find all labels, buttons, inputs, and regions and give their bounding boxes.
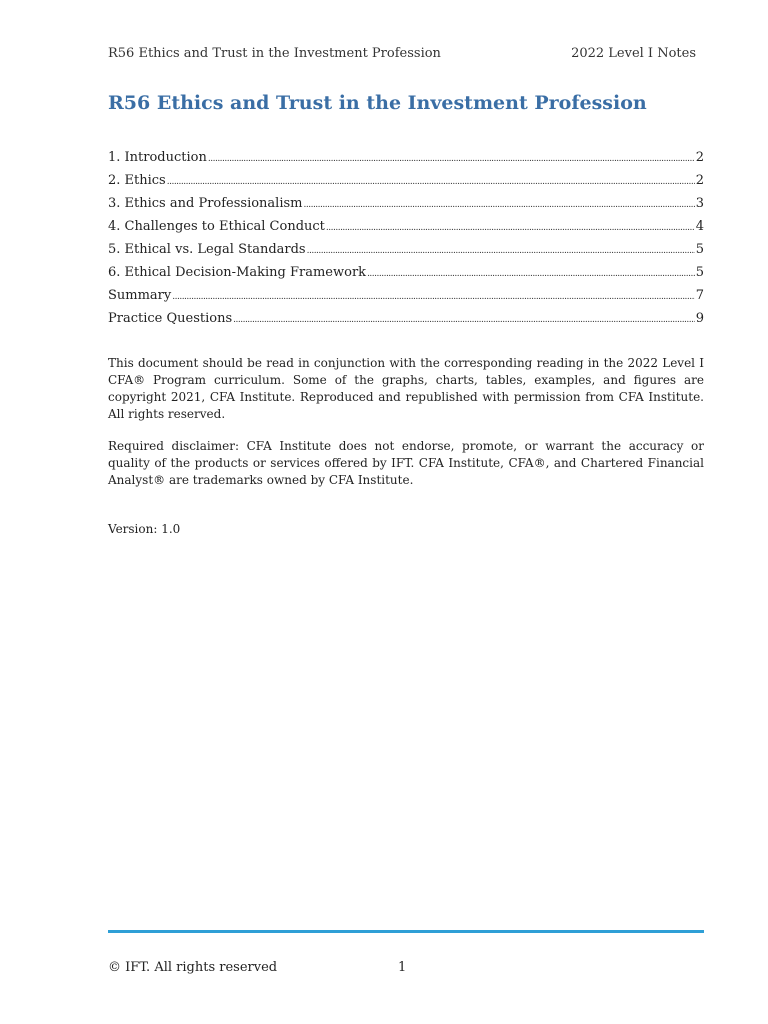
toc-entry-page: 3 <box>695 196 704 211</box>
toc-dot-leader <box>307 246 695 256</box>
toc-dot-leader <box>233 315 695 325</box>
toc-entry-label: 5. Ethical vs. Legal Standards <box>108 242 306 257</box>
toc-entry-label: 4. Challenges to Ethical Conduct <box>108 219 325 234</box>
toc-entry-label: 2. Ethics <box>108 173 166 188</box>
toc-dot-leader <box>208 154 695 164</box>
toc-entry-page: 5 <box>695 242 704 257</box>
toc-entry-ethics[interactable] <box>108 173 704 196</box>
toc-entry-page: 7 <box>695 288 704 303</box>
header-left-text: R56 Ethics and Trust in the Investment Profession <box>108 46 441 61</box>
footer-divider <box>108 930 704 933</box>
document-title: R56 Ethics and Trust in the Investment Profession <box>108 92 647 114</box>
toc-dot-leader <box>172 292 694 302</box>
version-label: Version: 1.0 <box>108 522 181 536</box>
toc-entry-label: Practice Questions <box>108 311 233 326</box>
toc-entry-practice-questions[interactable] <box>108 311 704 334</box>
toc-entry-label: 6. Ethical Decision-Making Framework <box>108 265 367 280</box>
header-right-text: 2022 Level I Notes <box>571 46 696 61</box>
toc-entry-page: 9 <box>695 311 704 326</box>
toc-entry-page: 2 <box>695 173 704 188</box>
toc-entry-challenges[interactable] <box>108 219 704 242</box>
toc-entry-page: 2 <box>695 150 704 165</box>
toc-entry-ethical-vs-legal[interactable] <box>108 242 704 265</box>
page-header <box>108 46 696 61</box>
toc-entry-ethics-and-professionalism[interactable] <box>108 196 704 219</box>
toc-dot-leader <box>304 200 695 210</box>
toc-entry-introduction[interactable] <box>108 150 704 173</box>
toc-entry-summary[interactable] <box>108 288 704 311</box>
toc-entry-label: 1. Introduction <box>108 150 207 165</box>
toc-entry-decision-framework[interactable] <box>108 265 704 288</box>
footer-copyright: © IFT. All rights reserved <box>108 960 278 975</box>
toc-dot-leader <box>367 269 695 279</box>
toc-dot-leader <box>326 223 695 233</box>
toc-entry-label: Summary <box>108 288 172 303</box>
toc-dot-leader <box>167 177 695 187</box>
table-of-contents <box>108 150 704 334</box>
toc-entry-page: 5 <box>695 265 704 280</box>
footer-page-number: 1 <box>398 960 407 975</box>
copyright-note-paragraph: This document should be read in conjunction with the corresponding reading in the 2022 Level I CFA® Program curriculum. Some of the graphs, charts, tables, examples, and figures are copyright 2021, CFA Institute. Reproduced and republished with permission from CFA Institute. All rights reserved. <box>108 356 704 421</box>
disclaimer-paragraph: Required disclaimer: CFA Institute does not endorse, promote, or warrant the accuracy or quality of the products or services offered by IFT. CFA Institute, CFA®, and Chartered Financial Analyst® are trademarks owned by CFA Institute. <box>108 439 704 487</box>
toc-entry-label: 3. Ethics and Professionalism <box>108 196 303 211</box>
toc-entry-page: 4 <box>695 219 704 234</box>
